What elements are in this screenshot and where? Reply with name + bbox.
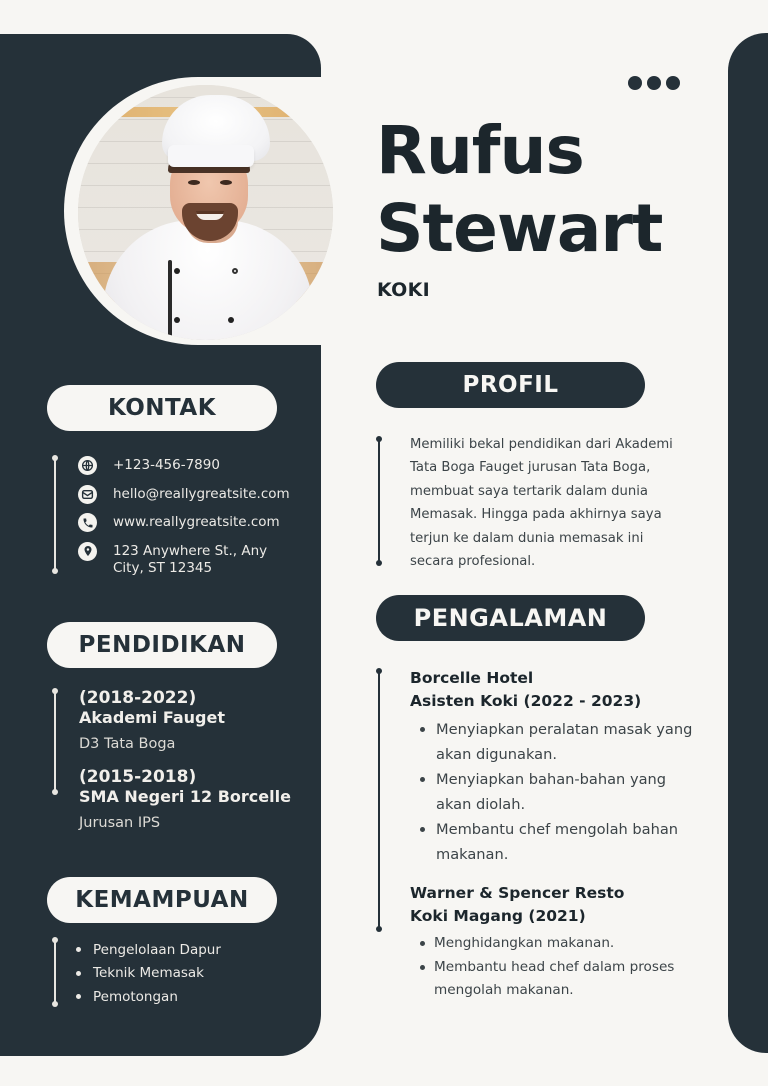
chef-eye — [188, 180, 200, 185]
skills-list — [76, 938, 221, 1009]
globe-icon — [78, 456, 97, 475]
education-years: (2015-2018) — [79, 767, 197, 787]
dot — [628, 76, 642, 90]
first-name: Rufus — [376, 112, 584, 189]
jacket-button — [228, 317, 234, 323]
experience-item — [410, 882, 700, 1003]
contact-phone-text[interactable]: +123-456-7890 — [113, 457, 220, 473]
skills-timeline-line — [54, 940, 56, 1004]
profile-summary: Memiliki bekal pendidikan dari Akademi Tata Boga Fauget jurusan Tata Boga, membuat saya tertarik dalam dunia Memasak. Hingga pada akhirnya saya terjun ke dalam dunia memasak ini secara profesional. — [410, 437, 673, 570]
profile-photo — [78, 85, 333, 340]
experience-position: Koki Magang (2021) — [410, 907, 586, 925]
education-major: D3 Tata Boga — [79, 736, 176, 752]
phone-icon — [78, 513, 97, 532]
name-heading — [376, 112, 662, 268]
right-decorative-strip — [728, 33, 768, 1053]
contact-website-link[interactable]: www.reallygreatsite.com — [113, 514, 280, 530]
experience-item — [410, 667, 700, 867]
section-header-profile: PROFIL — [376, 362, 645, 408]
dot — [666, 76, 680, 90]
profile-timeline-line — [378, 439, 380, 563]
education-school: Akademi Fauget — [79, 708, 225, 727]
contact-item-email — [78, 485, 298, 514]
contact-email-link[interactable]: hello@reallygreatsite.com — [113, 485, 290, 502]
experience-company: Warner & Spencer Resto — [410, 884, 625, 902]
chef-jacket-placket — [168, 260, 172, 340]
education-school: SMA Negeri 12 Borcelle — [79, 787, 291, 806]
duty-item: Menghidangkan makanan. — [410, 932, 700, 956]
jacket-button — [174, 268, 180, 274]
experience-company: Borcelle Hotel — [410, 669, 534, 687]
last-name: Stewart — [376, 190, 663, 267]
contact-item-address — [78, 542, 298, 582]
contact-address-text: 123 Anywhere St., Any City, ST 12345 — [113, 542, 268, 576]
experience-position: Asisten Koki (2022 - 2023) — [410, 692, 642, 710]
section-header-skills: KEMAMPUAN — [47, 877, 277, 923]
skill-item: Pemotongan — [76, 985, 221, 1009]
section-header-education: PENDIDIKAN — [47, 622, 277, 668]
duty-item: Membantu chef mengolah bahan makanan. — [410, 817, 700, 867]
job-title: KOKI — [377, 279, 431, 301]
duty-item: Menyiapkan peralatan masak yang akan digunakan. — [410, 717, 700, 767]
jacket-button — [174, 317, 180, 323]
more-horizontal-icon[interactable] — [628, 76, 680, 90]
jacket-button — [232, 268, 238, 274]
education-years: (2018-2022) — [79, 688, 197, 708]
contact-timeline-line — [54, 458, 56, 571]
experience-duties — [410, 932, 700, 1003]
skill-item: Pengelolaan Dapur — [76, 938, 221, 962]
section-header-contact: KONTAK — [47, 385, 277, 431]
education-major: Jurusan IPS — [79, 815, 161, 831]
chef-hat-band — [168, 145, 254, 167]
education-item — [79, 688, 291, 753]
skill-item: Teknik Memasak — [76, 962, 221, 986]
section-header-experience: PENGALAMAN — [376, 595, 645, 641]
experience-timeline-line — [378, 671, 380, 929]
education-timeline-line — [54, 691, 56, 792]
dot — [647, 76, 661, 90]
duty-item: Menyiapkan bahan-bahan yang akan diolah. — [410, 767, 700, 817]
mail-icon — [78, 485, 97, 504]
education-list — [79, 688, 291, 832]
experience-duties — [410, 717, 700, 867]
location-pin-icon — [78, 542, 97, 561]
contact-list — [78, 456, 298, 582]
education-item — [79, 767, 291, 832]
chef-eye — [220, 180, 232, 185]
duty-item: Membantu head chef dalam proses mengolah makanan. — [410, 956, 680, 1003]
contact-item-website — [78, 513, 298, 542]
contact-item-phone — [78, 456, 298, 485]
